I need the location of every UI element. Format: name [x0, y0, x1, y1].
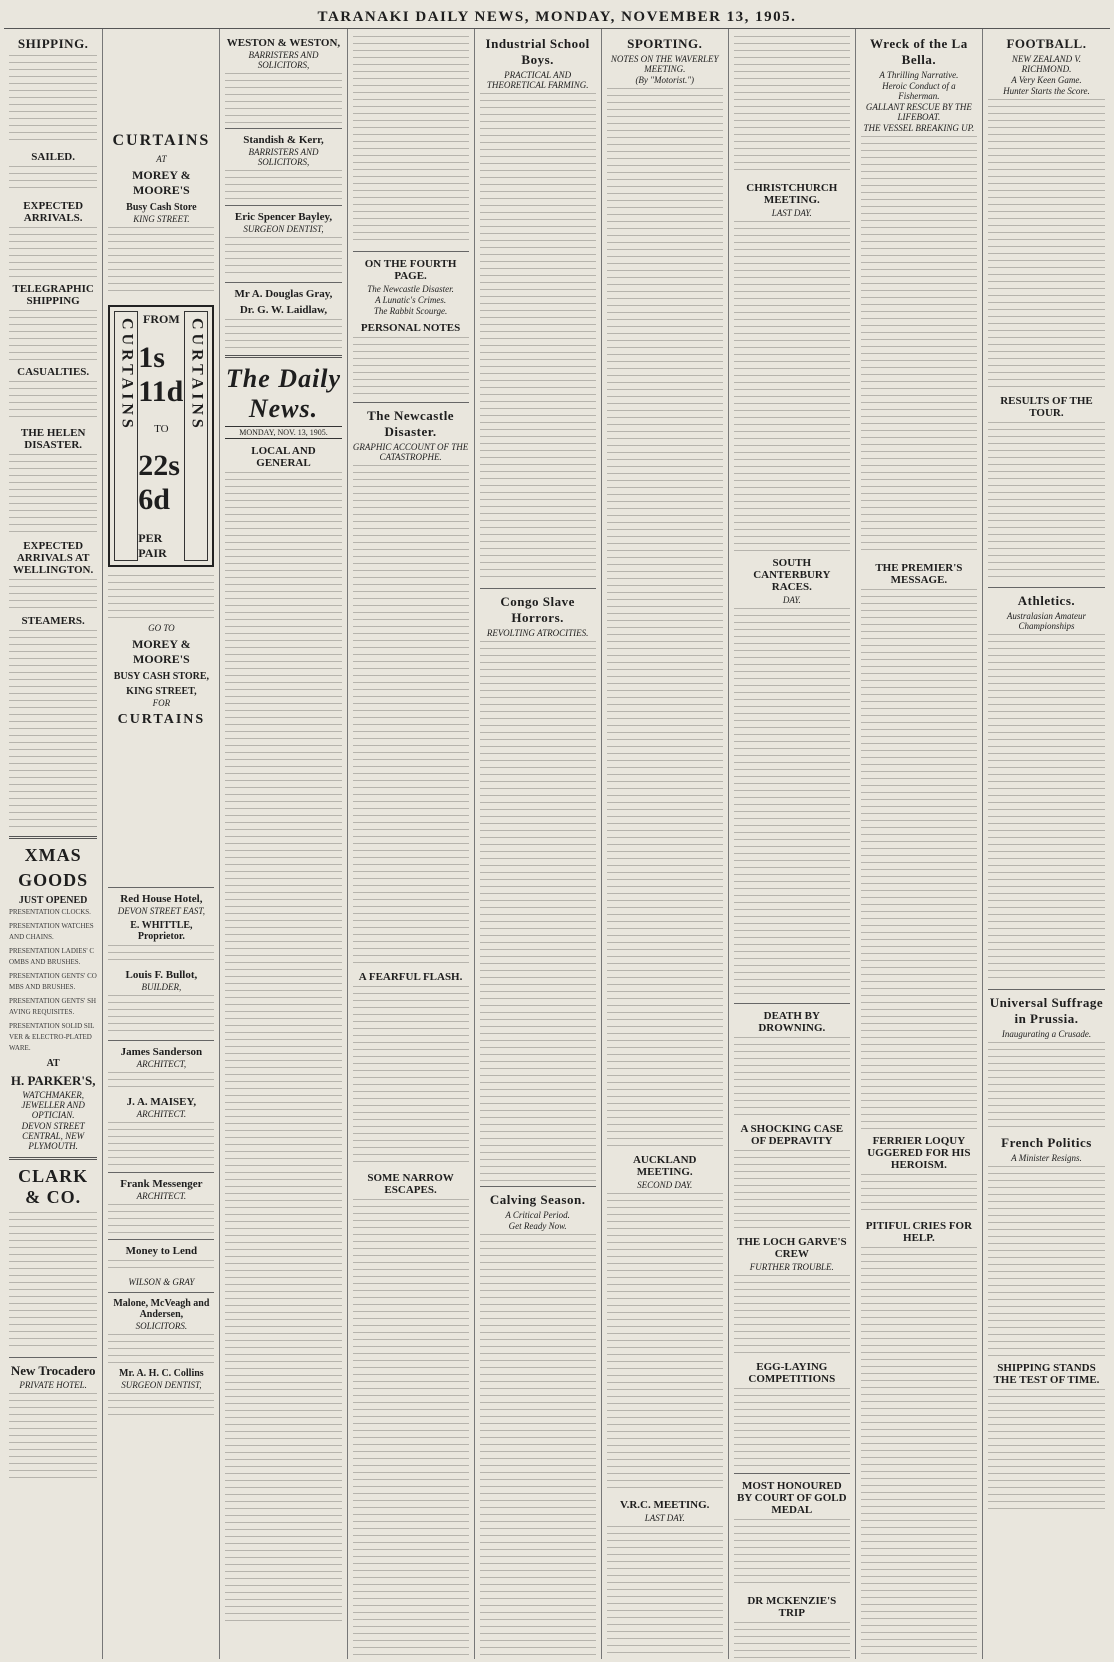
- curtains-vertical-left: CURTAINS: [114, 311, 138, 561]
- hunter-score: Hunter Starts the Score.: [1003, 86, 1090, 96]
- collins-sub: SURGEON DENTIST,: [121, 1380, 202, 1390]
- busy-cash-store-2: BUSY CASH STORE,: [113, 671, 210, 682]
- auckland-text: [607, 1193, 723, 1493]
- expected-heading: EXPECTED ARRIVALS.: [23, 200, 84, 224]
- parker-sub: WATCHMAKER, JEWELLER AND OPTICIAN.: [21, 1090, 85, 1120]
- congo-text: [480, 641, 596, 1181]
- goto-label: GO TO: [148, 623, 175, 633]
- sailed-text: [9, 166, 97, 194]
- sailed-heading: SAILED.: [31, 151, 75, 163]
- eric-bayley-name: Eric Spencer Bayley,: [234, 211, 333, 223]
- pitiful-heading: PITIFUL CRIES FOR HELP.: [865, 1220, 973, 1244]
- maisey-sub: ARCHITECT.: [136, 1109, 187, 1119]
- curtains-at: AT: [156, 154, 167, 164]
- shocking-text: [734, 1150, 850, 1230]
- industrial-heading: Industrial School Boys.: [485, 36, 590, 67]
- telegraphic-heading: TELEGRAPHIC SHIPPING: [12, 283, 94, 307]
- football-text: [988, 99, 1105, 389]
- fourth-page-item-1: A Lunatic's Crimes.: [375, 295, 447, 305]
- busy-cash-store: Busy Cash Store: [126, 202, 197, 213]
- mckenzie-text: [734, 1622, 850, 1659]
- trocadero-text: [9, 1393, 97, 1483]
- athletics-heading: Athletics.: [1017, 593, 1076, 608]
- xmas-list-5: PRESENTATION SOLID SILVER & ELECTRO-PLATED WARE.: [9, 1022, 95, 1052]
- suffrage-text: [988, 1042, 1105, 1132]
- standish-text: [225, 170, 341, 200]
- divider: [734, 1003, 850, 1004]
- fearful-flash-heading: A FEARFUL FLASH.: [358, 971, 463, 983]
- douglas-gray-name: Mr A. Douglas Gray,: [234, 288, 333, 300]
- price-low: 1s 11d: [138, 340, 184, 408]
- standish-sub: BARRISTERS AND SOLICITORS,: [248, 147, 319, 167]
- helen-text: [9, 454, 97, 534]
- australasian-sub: Australasian Amateur Championships: [1006, 611, 1086, 631]
- daily-news-title: The Daily News.: [225, 364, 342, 423]
- xmas-heading: XMAS: [24, 845, 82, 865]
- vrc-sub: LAST DAY.: [644, 1513, 685, 1523]
- crusade-sub: Inaugurating a Crusade.: [1001, 1029, 1092, 1039]
- arrivals-heading: EXPECTED ARRIVALS AT WELLINGTON.: [13, 540, 94, 576]
- divider: [9, 836, 97, 839]
- goods-heading: GOODS: [18, 870, 89, 890]
- vrc-heading: V.R.C. MEETING.: [620, 1499, 710, 1511]
- divider: [9, 1357, 97, 1358]
- minister-sub: A Minister Resigns.: [1011, 1153, 1082, 1163]
- eric-bayley-sub: SURGEON DENTIST,: [243, 224, 324, 234]
- bullot-sub: BUILDER,: [141, 982, 182, 992]
- news-text-top: [353, 36, 469, 246]
- fearful-flash-text: [353, 986, 469, 1166]
- sporting-byline: (By "Motorist."): [635, 75, 694, 85]
- egg-laying-heading: EGG-LAYING COMPETITIONS: [748, 1361, 836, 1385]
- newcastle-sub: GRAPHIC ACCOUNT OF THE CATASTROPHE.: [352, 442, 469, 462]
- christchurch-heading: CHRISTCHURCH MEETING.: [746, 182, 838, 206]
- calving-sub-2: Get Ready Now.: [508, 1221, 567, 1231]
- divider: [225, 205, 341, 206]
- laidlaw-name: Dr. G. W. Laidlaw,: [239, 304, 328, 316]
- shipping-text: [9, 55, 97, 145]
- thrilling-sub: A Thrilling Narrative.: [879, 70, 959, 80]
- fourth-page-item-0: The Newcastle Disaster.: [367, 284, 454, 294]
- to-label: TO: [154, 422, 169, 435]
- ferrier-text: [861, 1174, 977, 1214]
- expected-text: [9, 227, 97, 277]
- mckenzie-heading: DR MCKENZIE'S TRIP: [747, 1595, 837, 1619]
- divider: [108, 1239, 214, 1240]
- egg-laying-text: [734, 1388, 850, 1468]
- loch-garve-heading: THE LOCH GARVE'S CREW: [736, 1236, 847, 1260]
- highest-honoured-text: [734, 1519, 850, 1589]
- sanderson-sub: ARCHITECT,: [136, 1059, 187, 1069]
- suffrage-heading: Universal Suffrage in Prussia.: [989, 995, 1104, 1026]
- industrial-text: [480, 93, 596, 583]
- personal-notes-heading: PERSONAL NOTES: [360, 322, 461, 334]
- column-3: [220, 29, 347, 1659]
- shipping-stands-text: [988, 1389, 1105, 1509]
- narrow-escapes-heading: SOME NARROW ESCAPES.: [367, 1172, 454, 1196]
- red-house-text: [108, 945, 214, 965]
- sanderson-name: James Sanderson: [120, 1046, 203, 1058]
- south-canterbury-sub: DAY.: [782, 595, 801, 605]
- messenger-name: Frank Messenger: [120, 1178, 203, 1190]
- wreck-text: [861, 136, 977, 556]
- arrivals-text: [9, 579, 97, 609]
- christchurch-text: [734, 221, 850, 551]
- bullot-text: [108, 995, 214, 1035]
- weston-sub: BARRISTERS AND SOLICITORS,: [248, 50, 319, 70]
- whittle-proprietor: E. WHITTLE, Proprietor.: [130, 920, 193, 942]
- from-label: FROM: [143, 311, 180, 326]
- curtains-heading-2: CURTAINS: [117, 712, 206, 727]
- money-text: [108, 1260, 214, 1274]
- wreck-heading: Wreck of the La Bella.: [870, 36, 968, 67]
- heroic-sub: Heroic Conduct of a Fisherman.: [882, 81, 956, 101]
- columns: [4, 29, 1110, 1659]
- messenger-sub: ARCHITECT.: [136, 1191, 187, 1201]
- divider: [988, 989, 1105, 990]
- south-canterbury-text: [734, 608, 850, 998]
- steamers-heading: STEAMERS.: [21, 615, 85, 627]
- weston-name: WESTON & WESTON,: [226, 37, 341, 49]
- calving-text: [480, 1234, 596, 1659]
- divider: [734, 1473, 850, 1474]
- vrc-text: [607, 1526, 723, 1659]
- pitiful-text: [861, 1247, 977, 1659]
- divider: [225, 355, 341, 358]
- christchurch-sub: LAST DAY.: [771, 208, 812, 218]
- maisey-name: J. A. MAISEY,: [126, 1096, 197, 1108]
- divider: [480, 1186, 596, 1187]
- shipping-heading: SHIPPING.: [17, 36, 89, 51]
- trocadero-heading: New Trocadero: [10, 1363, 96, 1378]
- casualties-heading: CASUALTIES.: [17, 366, 90, 378]
- divider: [9, 1157, 97, 1160]
- standish-name: Standish & Kerr,: [243, 134, 324, 146]
- south-canterbury-heading: SOUTH CANTERBURY RACES.: [753, 557, 831, 593]
- column-2: [103, 29, 220, 1659]
- xmas-list-2: PRESENTATION LADIES' COMBS AND BRUSHES.: [9, 947, 95, 966]
- clark-heading: CLARK & CO.: [18, 1166, 89, 1207]
- nz-richmond: NEW ZEALAND V. RICHMOND.: [1011, 54, 1081, 74]
- death-drowning-heading: DEATH BY DROWNING.: [758, 1010, 826, 1034]
- fourth-page-heading: ON THE FOURTH PAGE.: [364, 258, 457, 282]
- at-label: AT: [46, 1058, 60, 1069]
- divider: [353, 251, 469, 252]
- for-label: FOR: [152, 698, 171, 708]
- helen-heading: THE HELEN DISASTER.: [20, 427, 86, 451]
- highest-honoured-heading: MOST HONOURED BY COURT OF GOLD MEDAL: [737, 1480, 847, 1516]
- morey-moore-2: MOREY & MOORE'S: [132, 637, 191, 666]
- divider: [988, 587, 1105, 588]
- red-house-hotel: Red House Hotel,: [120, 893, 203, 905]
- malone-name: Malone, McVeagh and Andersen,: [113, 1298, 210, 1320]
- morey-moore: MOREY & MOORE'S: [132, 168, 191, 197]
- collins-name: Mr. A. H. C. Collins: [119, 1368, 204, 1379]
- king-street-2: KING STREET,: [126, 686, 197, 697]
- curtains-note: [108, 575, 214, 620]
- divider: [108, 1040, 214, 1041]
- industrial-sub: PRACTICAL AND THEORETICAL FARMING.: [486, 70, 589, 90]
- divider: [353, 402, 469, 403]
- king-street: KING STREET.: [133, 214, 190, 224]
- ferrier-heading: FERRIER LOQUY UGGERED FOR HIS HEROISM.: [867, 1135, 971, 1171]
- price-high: 22s 6d: [138, 448, 180, 516]
- curtains-heading: CURTAINS: [112, 132, 211, 149]
- results-heading: RESULTS OF THE TOUR.: [1000, 395, 1093, 419]
- xmas-list-4: PRESENTATION GENTS' SHAVING REQUISITES.: [9, 997, 97, 1016]
- xmas-list-3: PRESENTATION GENTS' COMBS AND BRUSHES.: [9, 972, 97, 991]
- curtains-vertical-right: CURTAINS: [184, 311, 208, 561]
- vessel-sub: THE VESSEL BREAKING UP.: [863, 123, 975, 133]
- column-6: [602, 29, 729, 1659]
- just-opened: JUST OPENED: [18, 895, 88, 906]
- divider: [225, 128, 341, 129]
- parker-name: H. PARKER'S,: [10, 1073, 96, 1088]
- messenger-text: [108, 1204, 214, 1234]
- column-9: [983, 29, 1110, 1659]
- shocking-heading: A SHOCKING CASE OF DEPRAVITY: [740, 1123, 844, 1147]
- malone-text: [108, 1334, 214, 1364]
- results-table: [988, 422, 1105, 582]
- auckland-heading: AUCKLAND MEETING.: [632, 1154, 697, 1178]
- column-8: [856, 29, 983, 1659]
- french-heading: French Politics: [1001, 1135, 1092, 1150]
- money-to-lend: Money to Lend: [125, 1245, 198, 1257]
- calving-heading: Calving Season.: [489, 1192, 586, 1207]
- athletics-text: [988, 634, 1105, 984]
- blank-space: [108, 732, 214, 882]
- keen-game: A Very Keen Game.: [1011, 75, 1082, 85]
- xmas-list-1: PRESENTATION WATCHES AND CHAINS.: [9, 922, 94, 941]
- local-general-heading: LOCAL AND GENERAL: [251, 445, 316, 469]
- loch-garve-text: [734, 1275, 850, 1355]
- telegraphic-text: [9, 310, 97, 360]
- column-1: [4, 29, 103, 1659]
- premier-text: [861, 589, 977, 1129]
- divider: [108, 1292, 214, 1293]
- divider: [480, 588, 596, 589]
- wilson-gray: WILSON & GRAY: [128, 1277, 195, 1287]
- shipping-stands-heading: SHIPPING STANDS THE TEST OF TIME.: [993, 1362, 1100, 1386]
- xmas-list-0: PRESENTATION CLOCKS.: [9, 908, 91, 916]
- premier-heading: THE PREMIER'S MESSAGE.: [875, 562, 963, 586]
- death-drowning-text: [734, 1037, 850, 1117]
- gallant-sub: GALLANT RESCUE BY THE LIFEBOAT.: [865, 102, 972, 122]
- sporting-heading: SPORTING.: [627, 36, 703, 51]
- maisey-text: [108, 1122, 214, 1167]
- collins-text: [108, 1393, 214, 1417]
- sporting-sub: NOTES ON THE WAVERLEY MEETING.: [610, 54, 719, 74]
- per-pair: PER PAIR: [138, 530, 167, 560]
- french-text: [988, 1166, 1105, 1356]
- blank-space: [108, 33, 214, 128]
- personal-notes-text: [353, 337, 469, 397]
- column-5: [475, 29, 602, 1659]
- auckland-sub: SECOND DAY.: [637, 1180, 693, 1190]
- column-7: [729, 29, 856, 1659]
- congo-heading: Congo Slave Horrors.: [500, 594, 575, 625]
- daily-news-date: MONDAY, NOV. 13, 1905.: [225, 426, 341, 439]
- steamers-text: [9, 630, 97, 830]
- casualties-text: [9, 381, 97, 421]
- divider: [225, 282, 341, 283]
- curtains-text: [108, 227, 214, 297]
- racing-text-top: [734, 36, 850, 176]
- newcastle-heading: The Newcastle Disaster.: [367, 408, 455, 439]
- calving-sub: A Critical Period.: [505, 1210, 570, 1220]
- fourth-page-item-2: The Rabbit Scourge.: [373, 306, 448, 316]
- masthead: TARANAKI DAILY NEWS, MONDAY, NOVEMBER 13, 1905.: [4, 6, 1110, 29]
- divider: [108, 887, 214, 888]
- malone-sub: SOLICITORS.: [135, 1321, 188, 1331]
- clark-text: [9, 1212, 97, 1352]
- football-heading: FOOTBALL.: [1006, 36, 1087, 51]
- divider: [108, 1172, 214, 1173]
- narrow-escapes-text: [353, 1199, 469, 1659]
- weston-text: [225, 73, 341, 123]
- red-house-address: DEVON STREET EAST,: [117, 906, 205, 916]
- eric-bayley-text: [225, 237, 341, 277]
- sporting-text: [607, 88, 723, 1148]
- bullot-name: Louis F. Bullot,: [125, 969, 198, 981]
- parker-address: DEVON STREET CENTRAL, NEW PLYMOUTH.: [21, 1121, 85, 1151]
- column-4: [348, 29, 475, 1659]
- laidlaw-text: [225, 319, 341, 349]
- congo-sub: REVOLTING ATROCITIES.: [486, 628, 589, 638]
- price-center: [138, 311, 184, 561]
- newcastle-text: [353, 465, 469, 965]
- sanderson-text: [108, 1072, 214, 1092]
- local-general-text: [225, 472, 341, 1622]
- trocadero-sub: PRIVATE HOTEL.: [19, 1380, 87, 1390]
- price-box: [108, 305, 214, 567]
- loch-garve-sub: FURTHER TROUBLE.: [749, 1262, 834, 1272]
